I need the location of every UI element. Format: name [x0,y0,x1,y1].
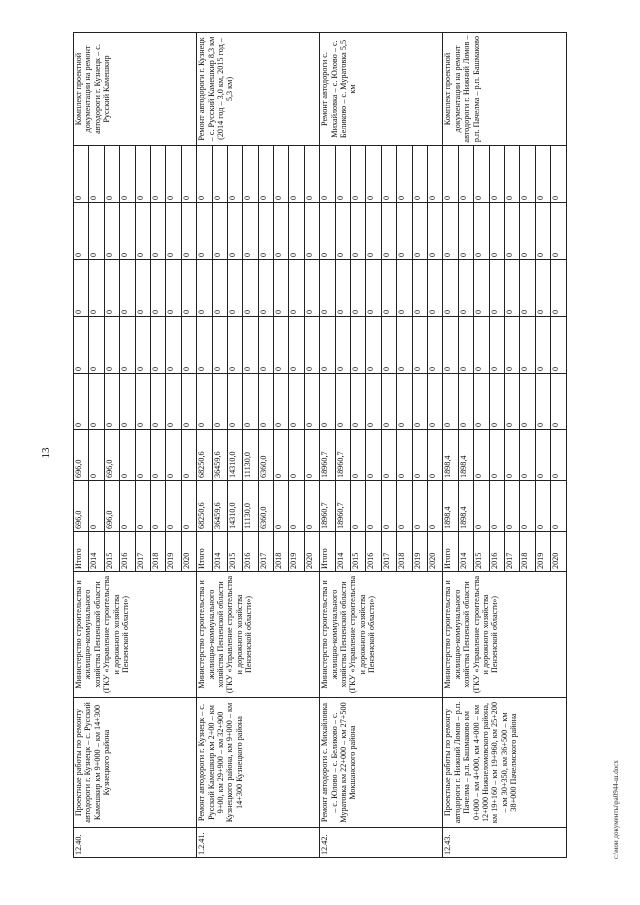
value-cell: 0 [489,203,504,260]
value-cell: 0 [520,430,535,481]
value-cell: 0 [458,374,473,430]
value-cell: 0 [243,317,258,374]
value-cell: 0 [397,430,412,481]
value-cell: 0 [427,430,442,481]
file-path-footer: c:\мои документы\ра0944-ш.docx [612,760,620,859]
value-cell: 0 [89,481,104,532]
value-cell: 0 [520,317,535,374]
value-cell: 0 [504,481,519,532]
value-cell: 696,0 [74,481,89,532]
value-cell: 0 [166,481,181,532]
value-cell: 0 [427,481,442,532]
value-cell: 0 [489,374,504,430]
value-cell: 0 [443,374,458,430]
value-cell: 0 [150,203,165,260]
value-cell: 0 [135,374,150,430]
value-cell: 0 [274,203,289,260]
item-name: Ремонт автодороги г. Кузнецк – с. Русский Камешкир км 2+00 – км 9+00, км 29+900 – км 32+900 Кузнецкого района, км 9+000 – км 14+300 Кузнецкого района [197,698,320,828]
value-cell: 0 [335,203,350,260]
value-cell: 14310,0 [227,481,242,532]
value-cell: 0 [427,146,442,203]
value-cell: 11130,0 [243,430,258,481]
value-cell: 0 [366,260,381,317]
item-result: Ремонт автодороги с. Михайловка – с. Юлово – с. Беликово – с. Муратовка 5,5 км [320,33,443,146]
value-cell: 0 [212,374,227,430]
value-cell: 0 [212,260,227,317]
year-cell: 2019 [166,532,181,572]
value-cell: 0 [458,260,473,317]
year-cell: 2017 [135,532,150,572]
value-cell: 0 [74,317,89,374]
value-cell: 0 [104,317,119,374]
value-cell: 0 [227,260,242,317]
value-cell: 0 [351,317,366,374]
value-cell: 696,0 [74,430,89,481]
value-cell: 0 [427,374,442,430]
value-cell: 0 [227,203,242,260]
value-cell: 0 [443,203,458,260]
value-cell: 0 [274,374,289,430]
value-cell: 0 [381,481,396,532]
item-name: Проектные работы по ремонту автодороги г. Нижний Ломов – р.п. Пачелма – р.п. Башмаково км 0+000 – км 4+000, км 4+000 – км 12+000 Нижнеломовского района, км 19+160 – км 19+960, км 25+200 – км 30+350, км 36+500 – км 38+000 Пачелмского района [443,698,566,828]
value-cell: 0 [197,374,212,430]
item-result: Комплект проектной документации на ремонт автодороги г. Нижний Ломов – р.п. Пачелма – р.п. Башмаково [443,33,566,146]
value-cell: 6360,0 [258,481,273,532]
value-cell: 14310,0 [227,430,242,481]
value-cell: 0 [520,203,535,260]
value-cell: 0 [227,317,242,374]
value-cell: 0 [504,203,519,260]
value-cell: 0 [458,203,473,260]
value-cell: 0 [135,430,150,481]
value-cell: 0 [489,146,504,203]
year-cell: 2016 [120,532,135,572]
value-cell: 0 [351,374,366,430]
value-cell: 0 [289,430,304,481]
value-cell: 0 [135,146,150,203]
year-cell: 2018 [520,532,535,572]
value-cell: 0 [397,374,412,430]
item-name: Проектные работы по ремонту автодороги г. Кузнецк – с. Русский Камешкир км 9+000 – км 14+300 Кузнецкого района [74,698,197,828]
value-cell: 0 [197,317,212,374]
value-cell: 36459,6 [212,481,227,532]
value-cell: 0 [551,430,566,481]
value-cell: 0 [397,481,412,532]
value-cell: 1898,4 [458,481,473,532]
value-cell: 0 [227,146,242,203]
value-cell: 0 [258,260,273,317]
value-cell: 0 [89,203,104,260]
value-cell: 0 [520,374,535,430]
year-cell: 2018 [274,532,289,572]
value-cell: 0 [474,146,489,203]
value-cell: 0 [166,260,181,317]
item-name: Ремонт автодороги с. Михайловка – с. Юлово – с. Беликово – с. Муратовка км 22+000 – км 27+500 Мокшанского района [320,698,443,828]
value-cell: 0 [258,203,273,260]
value-cell: 0 [535,430,550,481]
value-cell: 0 [104,260,119,317]
value-cell: 0 [535,374,550,430]
table-row [443,33,458,858]
value-cell: 0 [104,203,119,260]
value-cell: 0 [135,260,150,317]
year-cell: 2015 [474,532,489,572]
item-executor: Министерство строительства и жилищно-коммунального хозяйства Пензенской области (ГКУ «Управление строительства и дорожного хозяйства Пензенской области») [320,572,443,698]
item-number: 12.43. [443,828,566,858]
value-cell: 18960,7 [320,481,335,532]
value-cell: 0 [181,317,196,374]
value-cell: 0 [397,317,412,374]
value-cell: 0 [150,260,165,317]
value-cell: 0 [289,317,304,374]
value-cell: 0 [289,260,304,317]
value-cell: 0 [427,317,442,374]
value-cell: 0 [89,430,104,481]
value-cell: 0 [366,430,381,481]
value-cell: 0 [474,317,489,374]
value-cell: 696,0 [104,430,119,481]
value-cell: 0 [274,481,289,532]
year-cell: 2020 [551,532,566,572]
value-cell: 0 [474,260,489,317]
value-cell: 0 [351,260,366,317]
year-cell: 2019 [412,532,427,572]
table-body [74,33,567,858]
value-cell: 0 [335,317,350,374]
value-cell: 0 [274,317,289,374]
value-cell: 0 [412,146,427,203]
value-cell: 0 [351,203,366,260]
value-cell: 0 [166,430,181,481]
value-cell: 0 [304,203,319,260]
value-cell: 0 [74,203,89,260]
value-cell: 0 [366,203,381,260]
value-cell: 0 [351,481,366,532]
value-cell: 0 [120,430,135,481]
value-cell: 0 [120,146,135,203]
year-cell: 2019 [289,532,304,572]
value-cell: 0 [243,260,258,317]
value-cell: 0 [320,203,335,260]
value-cell: 0 [304,260,319,317]
value-cell: 0 [381,260,396,317]
year-cell: 2017 [504,532,519,572]
value-cell: 0 [474,430,489,481]
year-cell: 2016 [489,532,504,572]
value-cell: 0 [504,317,519,374]
value-cell: 0 [489,260,504,317]
value-cell: 0 [366,317,381,374]
year-cell: 2017 [258,532,273,572]
value-cell: 0 [197,203,212,260]
value-cell: 1898,4 [458,430,473,481]
value-cell: 36459,6 [212,430,227,481]
value-cell: 0 [366,481,381,532]
value-cell: 0 [551,260,566,317]
value-cell: 0 [397,260,412,317]
year-cell: Итого [320,532,335,572]
value-cell: 0 [320,374,335,430]
value-cell: 0 [304,430,319,481]
value-cell: 0 [535,481,550,532]
value-cell: 0 [381,146,396,203]
year-cell: 2020 [427,532,442,572]
value-cell: 0 [320,146,335,203]
value-cell: 0 [258,374,273,430]
value-cell: 0 [412,481,427,532]
year-cell: 2020 [304,532,319,572]
value-cell: 1898,4 [443,430,458,481]
item-result: Комплект проектной документации на ремонт автодороги г. Кузнецк – с. Русский Камешкир [74,33,197,146]
item-number: 12.42. [320,828,443,858]
value-cell: 0 [504,260,519,317]
value-cell: 0 [474,481,489,532]
value-cell: 0 [150,430,165,481]
value-cell: 0 [181,260,196,317]
value-cell: 0 [74,374,89,430]
value-cell: 0 [381,374,396,430]
value-cell: 0 [212,317,227,374]
value-cell: 0 [74,260,89,317]
value-cell: 0 [443,260,458,317]
value-cell: 0 [443,146,458,203]
value-cell: 0 [104,374,119,430]
value-cell: 0 [89,317,104,374]
item-executor: Министерство строительства и жилищно-коммунального хозяйства Пензенской области (ГКУ «Управление строительства и дорожного хозяйства Пензенской области») [197,572,320,698]
value-cell: 0 [166,146,181,203]
year-cell: 2016 [243,532,258,572]
value-cell: 0 [320,317,335,374]
year-cell: 2018 [397,532,412,572]
year-cell: Итого [197,532,212,572]
value-cell: 0 [335,146,350,203]
value-cell: 0 [150,317,165,374]
value-cell: 0 [181,203,196,260]
year-cell: 2014 [89,532,104,572]
value-cell: 0 [243,146,258,203]
value-cell: 0 [381,203,396,260]
value-cell: 0 [304,481,319,532]
value-cell: 0 [351,430,366,481]
value-cell: 0 [489,430,504,481]
value-cell: 0 [535,146,550,203]
year-cell: 2015 [351,532,366,572]
value-cell: 0 [366,146,381,203]
year-cell: 2019 [535,532,550,572]
value-cell: 0 [412,317,427,374]
value-cell: 0 [535,203,550,260]
value-cell: 0 [150,374,165,430]
item-executor: Министерство строительства и жилищно-коммунального хозяйства Пензенской области (ГКУ «Управление строительства и дорожного хозяйства Пензенской области») [443,572,566,698]
item-number: 12.40. [74,828,197,858]
value-cell: 0 [274,430,289,481]
value-cell: 0 [135,317,150,374]
value-cell: 0 [412,260,427,317]
value-cell: 0 [397,146,412,203]
value-cell: 0 [150,481,165,532]
value-cell: 0 [335,374,350,430]
table-row [197,33,212,858]
value-cell: 0 [366,374,381,430]
program-table [73,32,567,858]
value-cell: 0 [320,260,335,317]
value-cell: 0 [289,374,304,430]
value-cell: 0 [150,146,165,203]
value-cell: 0 [166,203,181,260]
value-cell: 0 [74,146,89,203]
value-cell: 0 [458,317,473,374]
value-cell: 0 [520,146,535,203]
value-cell: 0 [427,203,442,260]
value-cell: 0 [104,146,119,203]
value-cell: 0 [351,146,366,203]
value-cell: 11130,0 [243,481,258,532]
value-cell: 0 [489,317,504,374]
value-cell: 0 [551,203,566,260]
year-cell: Итого [443,532,458,572]
value-cell: 0 [504,146,519,203]
value-cell: 0 [551,481,566,532]
value-cell: 0 [89,146,104,203]
year-cell: 2017 [381,532,396,572]
value-cell: 0 [397,203,412,260]
page-number: 13 [40,447,52,459]
value-cell: 18960,7 [335,430,350,481]
value-cell: 0 [120,481,135,532]
year-cell: 2014 [212,532,227,572]
value-cell: 0 [443,317,458,374]
value-cell: 0 [274,260,289,317]
value-cell: 18960,7 [320,430,335,481]
value-cell: 0 [166,317,181,374]
value-cell: 0 [120,260,135,317]
year-cell: 2014 [458,532,473,572]
value-cell: 0 [489,481,504,532]
year-cell: 2020 [181,532,196,572]
value-cell: 0 [135,203,150,260]
item-result: Ремонт автодороги г. Кузнецк – с. Русский Камешкир 8,3 км (2014 год – 3,0 км, 2015 год – 5,3 км) [197,33,320,146]
value-cell: 0 [120,203,135,260]
year-cell: 2015 [104,532,119,572]
value-cell: 0 [335,260,350,317]
item-executor: Министерство строительства и жилищно-коммунального хозяйства Пензенской области (ГКУ «Управление строительства и дорожного хозяйства Пензенской области») [74,572,197,698]
value-cell: 0 [89,374,104,430]
year-cell: Итого [74,532,89,572]
year-cell: 2015 [227,532,242,572]
value-cell: 0 [243,203,258,260]
value-cell: 68250,6 [197,430,212,481]
value-cell: 0 [412,430,427,481]
value-cell: 0 [551,146,566,203]
value-cell: 0 [197,146,212,203]
value-cell: 0 [89,260,104,317]
value-cell: 696,0 [104,481,119,532]
value-cell: 0 [197,260,212,317]
value-cell: 0 [181,481,196,532]
value-cell: 0 [504,374,519,430]
value-cell: 0 [535,260,550,317]
value-cell: 68250,6 [197,481,212,532]
value-cell: 0 [181,430,196,481]
value-cell: 0 [412,374,427,430]
value-cell: 6360,0 [258,430,273,481]
value-cell: 0 [412,203,427,260]
value-cell: 0 [520,260,535,317]
value-cell: 0 [212,203,227,260]
year-cell: 2014 [335,532,350,572]
value-cell: 0 [551,374,566,430]
item-number: 1.2.41. [197,828,320,858]
value-cell: 0 [120,374,135,430]
value-cell: 0 [551,317,566,374]
value-cell: 0 [427,260,442,317]
value-cell: 0 [289,203,304,260]
value-cell: 0 [227,374,242,430]
table-row [74,33,89,858]
value-cell: 0 [474,203,489,260]
value-cell: 0 [181,374,196,430]
value-cell: 0 [135,481,150,532]
value-cell: 0 [258,146,273,203]
value-cell: 0 [304,317,319,374]
value-cell: 0 [289,146,304,203]
value-cell: 0 [304,146,319,203]
value-cell: 0 [181,146,196,203]
value-cell: 0 [535,317,550,374]
value-cell: 0 [289,481,304,532]
value-cell: 0 [504,430,519,481]
value-cell: 0 [243,374,258,430]
year-cell: 2018 [150,532,165,572]
value-cell: 0 [474,374,489,430]
value-cell: 0 [212,146,227,203]
value-cell: 0 [304,374,319,430]
value-cell: 0 [381,317,396,374]
value-cell: 0 [458,146,473,203]
value-cell: 0 [520,481,535,532]
year-cell: 2016 [366,532,381,572]
value-cell: 0 [120,317,135,374]
table-row [320,33,335,858]
value-cell: 0 [258,317,273,374]
value-cell: 0 [166,374,181,430]
value-cell: 0 [381,430,396,481]
value-cell: 18960,7 [335,481,350,532]
value-cell: 1898,4 [443,481,458,532]
value-cell: 0 [274,146,289,203]
